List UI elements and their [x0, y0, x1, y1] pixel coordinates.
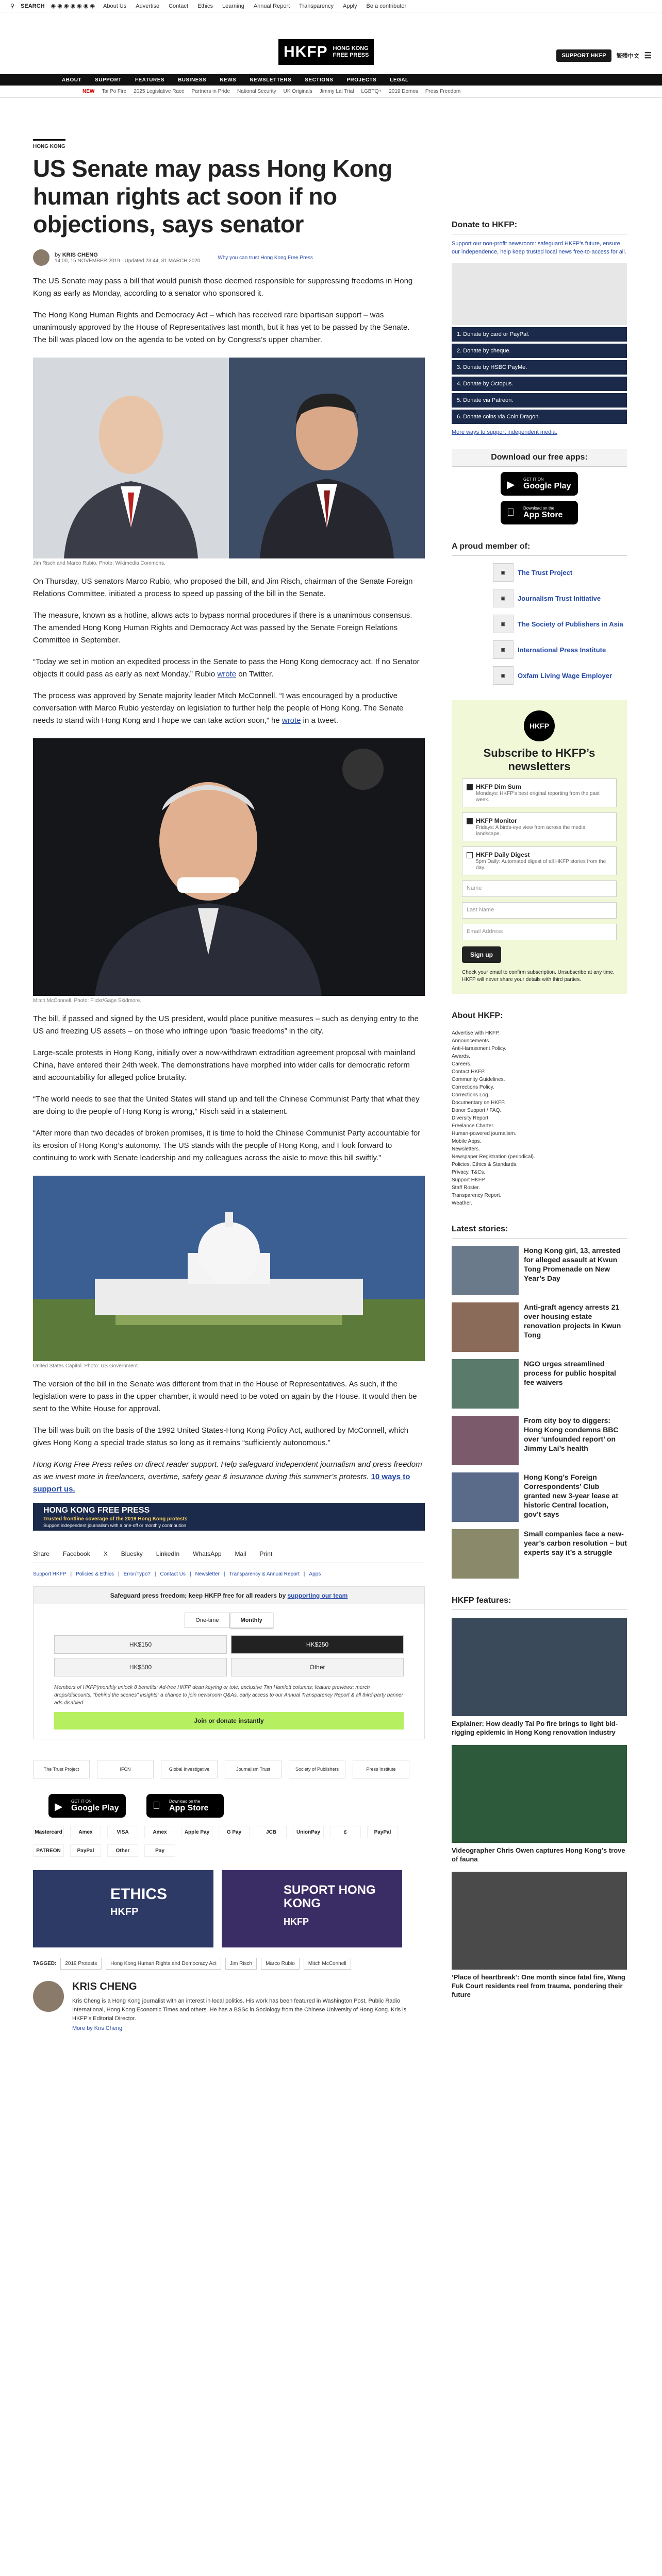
- nav-item[interactable]: LEGAL: [390, 77, 409, 83]
- latest-box: [452, 1221, 627, 1579]
- utility-link[interactable]: Contact: [169, 3, 189, 9]
- social-icons[interactable]: ◉ ◉ ◉ ◉ ◉ ◉ ◉: [51, 3, 95, 9]
- member-box: [452, 538, 627, 685]
- article-title: US Senate may pass Hong Kong human rights act soon if no objections, says senator: [33, 155, 392, 238]
- about-link[interactable]: Newsletters.: [452, 1146, 481, 1152]
- about-link[interactable]: Anti-Harassment Policy.: [452, 1046, 506, 1052]
- payment-logo: VISA: [107, 1826, 138, 1838]
- latest-story[interactable]: [452, 1359, 627, 1409]
- checkbox[interactable]: [467, 852, 473, 858]
- tag-chip[interactable]: Marco Rubio: [261, 1958, 300, 1970]
- inline-link[interactable]: wrote: [217, 670, 237, 679]
- about-link[interactable]: Staff Roster.: [452, 1185, 480, 1191]
- about-link[interactable]: Privacy, T&Cs.: [452, 1170, 486, 1175]
- story-thumbnail[interactable]: [452, 1472, 519, 1522]
- menu-icon[interactable]: ☰: [644, 52, 652, 60]
- about-link[interactable]: Newspaper Registration (periodical).: [452, 1154, 535, 1160]
- story-title[interactable]: NGO urges streamlined process for public hospital fee waivers: [524, 1360, 616, 1386]
- google-play-button[interactable]: ▶ GET IT ON Google Play: [48, 1794, 126, 1818]
- checkbox-checked[interactable]: [467, 818, 473, 824]
- member-name: The Trust Project: [518, 568, 573, 577]
- donation-heading: Safeguard press freedom; keep HKFP free for all readers by supporting our team: [34, 1587, 424, 1604]
- payment-methods: [33, 1826, 425, 1857]
- nav-item[interactable]: ABOUT: [62, 77, 82, 83]
- story-title[interactable]: Hong Kong girl, 13, arrested for alleged assault at Kwun Tong Promenade on New Year’s Day: [524, 1246, 621, 1282]
- nav-item[interactable]: SECTIONS: [305, 77, 334, 83]
- banner-text: Support independent journalism with a one-off or monthly contribution: [43, 1523, 187, 1528]
- membership-badges: [33, 1760, 425, 1778]
- policy-link[interactable]: Support HKFP: [33, 1571, 67, 1577]
- utility-links: [103, 3, 406, 9]
- logo-wordmark: HKFP: [284, 43, 328, 60]
- more-ways-link[interactable]: More ways to support independent media.: [452, 429, 557, 435]
- about-link[interactable]: Awards.: [452, 1054, 470, 1059]
- payment-logo: Other: [107, 1844, 138, 1857]
- trending-item[interactable]: Partners in Pride: [191, 89, 230, 94]
- support-button[interactable]: SUPPORT HKFP: [556, 49, 611, 62]
- photo-risch-rubio: [33, 358, 425, 566]
- separator: |: [189, 1571, 191, 1577]
- trending-item[interactable]: Jimmy Lai Trial: [319, 89, 354, 94]
- main-nav: [0, 74, 662, 86]
- join-button[interactable]: Join or donate instantly: [54, 1712, 404, 1730]
- app-store-button[interactable]: Download on the App Store: [146, 1794, 224, 1818]
- trending-item[interactable]: 2025 Legislative Race: [134, 89, 185, 94]
- donate-heading: Donate to HKFP:: [452, 216, 627, 234]
- amount-option[interactable]: HK$250: [231, 1635, 404, 1654]
- newsletter-option[interactable]: HKFP Dim Sum Mondays: HKFP's best original reporting from the past week.: [462, 778, 617, 807]
- member-badge[interactable]: Press Institute: [353, 1760, 409, 1778]
- paragraph: The US Senate may pass a bill that would punish those deemed responsible for suppressing freedoms in Hong Kong as early as Monday, according to a senator who sponsored it.: [33, 277, 413, 298]
- member-item[interactable]: [452, 589, 627, 607]
- email-field[interactable]: Email Address: [462, 924, 617, 940]
- latest-story[interactable]: [452, 1416, 627, 1465]
- nav-item[interactable]: NEWSLETTERS: [250, 77, 292, 83]
- amount-option[interactable]: Other: [231, 1658, 404, 1676]
- donate-option[interactable]: 4. Donate by Octopus.: [452, 377, 627, 391]
- photo-caption: Mitch McConnell. Photo: Flickr/Gage Skidmore.: [33, 998, 142, 1004]
- separator: |: [223, 1571, 225, 1577]
- features-box: [452, 1592, 627, 1999]
- utility-link[interactable]: Annual Report: [253, 3, 290, 9]
- play-icon: ▶: [507, 479, 515, 490]
- member-item[interactable]: [452, 615, 627, 633]
- senators-illustration: [33, 358, 425, 558]
- donate-image: [452, 263, 627, 325]
- payment-logo: PATREON: [33, 1844, 64, 1857]
- author-box: [33, 1981, 425, 2031]
- newsletter-title: Subscribe to HKFP’s newsletters: [483, 747, 595, 773]
- donate-intro[interactable]: Support our non-profit newsroom: safeguard HKFP's future, ensure our independence, help keep trusted local news free-to-access for all.: [452, 241, 626, 255]
- policy-link[interactable]: Transparency & Annual Report: [229, 1571, 300, 1577]
- support-paragraph: Hong Kong Free Press relies on direct reader support. Help safeguard independent journalism and press freedom as we invest more in freelancers, overtime, safety gear & insurance during this summer’s protests. 10 ways to support us.: [33, 1460, 422, 1494]
- hkfp-badge: HKFP: [524, 710, 555, 741]
- author-avatar[interactable]: [33, 249, 49, 266]
- utility-link[interactable]: Advertise: [136, 3, 160, 9]
- payment-logo: PayPal: [367, 1826, 398, 1838]
- member-item[interactable]: [452, 640, 627, 659]
- story-title[interactable]: Anti-graft agency arrests 21 over housing estate renovation projects in Kwun Tong: [524, 1303, 621, 1339]
- share-label: Share: [33, 1550, 50, 1557]
- banner-title: HONG KONG FREE PRESS: [43, 1506, 150, 1515]
- utility-link[interactable]: Be a contributor: [366, 3, 407, 9]
- member-badge[interactable]: Global Investigative: [161, 1760, 218, 1778]
- trust-link[interactable]: Why you can trust Hong Kong Free Press: [218, 255, 313, 261]
- signup-button[interactable]: Sign up: [462, 946, 501, 963]
- about-link[interactable]: Corrections Log.: [452, 1092, 490, 1098]
- ethics-promo[interactable]: ETHICS HKFP: [33, 1870, 213, 1947]
- photo-capitol: [33, 1176, 425, 1369]
- apple-icon: [153, 1800, 160, 1812]
- last-name-field[interactable]: Last Name: [462, 902, 617, 919]
- story-title[interactable]: From city boy to diggers: Hong Kong condemns BBC over ‘unfounded report’ on Jimmy Lai’s health: [524, 1416, 619, 1452]
- member-badge[interactable]: Society of Publishers: [289, 1760, 345, 1778]
- member-item[interactable]: [452, 563, 627, 582]
- paragraph: The Hong Kong Human Rights and Democracy Act – which has received rare bipartisan support – was unanimously approved by the House of Representatives last month, but it has yet to be passed by the Senate. The bill was placed low on the agenda to be voted on by Congress’s upper chamber.: [33, 311, 410, 344]
- about-link[interactable]: Documentary on HKFP.: [452, 1100, 506, 1106]
- latest-heading: Latest stories:: [452, 1221, 627, 1239]
- about-link[interactable]: Human-powered journalism.: [452, 1131, 517, 1137]
- utility-link[interactable]: Ethics: [197, 3, 213, 9]
- about-link[interactable]: Corrections Policy.: [452, 1084, 494, 1090]
- paragraph: The process was approved by Senate majority leader Mitch McConnell. “I was encouraged by a productive conversation with Marco Rubio yesterday on legislation to further help the people of Hong Kong. The Senate needs to stand with Hong Kong and I hope we can take action soon,” he wrote in a tweet.: [33, 691, 404, 725]
- payment-logo: Mastercard: [33, 1826, 64, 1838]
- latest-list: [452, 1246, 627, 1579]
- payment-logo: G Pay: [219, 1826, 250, 1838]
- paragraph: The bill was built on the basis of the 1992 United States-Hong Kong Policy Act, authored by McConnell, which gives Hong Kong a special trade status so long as it remains “sufficiently autonomous.”: [33, 1426, 408, 1447]
- about-link[interactable]: Contact HKFP.: [452, 1069, 486, 1075]
- features-list: [452, 1618, 627, 1999]
- member-heading: A proud member of:: [452, 538, 627, 556]
- app-buttons-bottom: [33, 1794, 425, 1818]
- author-bio: Kris Cheng is a Hong Kong journalist with an interest in local politics. His work has been featured in Washington Post, Public Radio International, Hong Kong Economic Times and others. He has a BSSc in Sociology from the Chinese University of Hong Kong. Kris is HKFP’s Editorial Director.: [72, 1998, 407, 2022]
- tag-chip[interactable]: Jim Risch: [225, 1958, 257, 1970]
- amount-option[interactable]: HK$150: [54, 1635, 227, 1654]
- feature-image[interactable]: [452, 1872, 627, 1970]
- membership-perks: Members of HKFP(monthly unlock 8 benefits: Ad-free HKFP dean keyring or tote; exclusive Tim Hamlett columns; feature previews; merch drops/discounts, "behind the scenes" insights; a chance to join newsroom Q&As, early access to our Annual Transparency Report & all third-party banner ads disabled.: [54, 1685, 403, 1706]
- story-thumbnail[interactable]: [452, 1359, 519, 1409]
- utility-link[interactable]: Learning: [222, 3, 244, 9]
- member-name: Journalism Trust Initiative: [518, 594, 601, 602]
- sidebar: [452, 216, 627, 1999]
- about-box: [452, 1007, 627, 1207]
- more-by-author-link[interactable]: More by Kris Cheng: [72, 2025, 123, 2031]
- donate-option[interactable]: 1. Donate by card or PayPal.: [452, 327, 627, 342]
- paragraph: “The world needs to see that the United States will stand up and tell the Chinese Communist Party that what they are doing to the people of Hong Kong is wrong,” Risch said in a statement.: [33, 1095, 420, 1116]
- nav-item[interactable]: FEATURES: [135, 77, 165, 83]
- payment-logo: Amex: [144, 1826, 175, 1838]
- paragraph: “After more than two decades of broken promises, it is time to hold the Chinese Communist Party accountable for its erosion of Hong Kong’s autonomy. The US stands with the people of Hong Kong, and I look forward to continuing to work with Senate leadership and my colleagues across the aisle to move this bill swiftly.”: [33, 1129, 421, 1162]
- nav-item[interactable]: SUPPORT: [95, 77, 122, 83]
- utility-link[interactable]: About Us: [103, 3, 127, 9]
- separator: |: [303, 1571, 305, 1577]
- member-badge[interactable]: IFCN: [97, 1760, 154, 1778]
- google-play-button[interactable]: ▶ GET IT ON Google Play: [501, 472, 578, 496]
- newsletter-box: [452, 700, 627, 994]
- checkbox-checked[interactable]: [467, 784, 473, 790]
- share-link[interactable]: LinkedIn: [156, 1550, 180, 1557]
- member-logo-icon: ▣: [493, 615, 514, 633]
- photo-image: [33, 1176, 425, 1361]
- payment-logo: Amex: [70, 1826, 101, 1838]
- policy-link[interactable]: Apps: [309, 1571, 321, 1577]
- payment-logo: PayPal: [70, 1844, 101, 1857]
- features-heading: HKFP features:: [452, 1592, 627, 1610]
- about-link[interactable]: Transparency Report.: [452, 1193, 502, 1198]
- policy-links: [33, 1571, 425, 1577]
- about-link[interactable]: Announcements.: [452, 1038, 491, 1044]
- mcconnell-illustration: [33, 738, 425, 996]
- member-logo-icon: ▣: [493, 640, 514, 659]
- logo-tagline: HONG KONG FREE PRESS: [333, 45, 369, 58]
- utility-bar: [0, 0, 662, 12]
- publish-date: 14:00, 15 NOVEMBER 2019 · Updated 23:44, 31 MARCH 2020: [55, 258, 201, 264]
- utility-link[interactable]: Apply: [343, 3, 357, 9]
- promo-tiles: [33, 1870, 425, 1947]
- feature-title[interactable]: Videographer Chris Owen captures Hong Kong’s trove of fauna: [452, 1846, 625, 1863]
- newsletter-note: Check your email to confirm subscription. Unsubscribe at any time. HKFP will never share your details with third parties.: [462, 970, 615, 982]
- photo-image: [33, 738, 425, 996]
- about-heading: About HKFP:: [452, 1007, 627, 1025]
- paragraph: On Thursday, US senators Marco Rubio, who proposed the bill, and Jim Risch, chairman of the Senate Foreign Relations Committee, initiated a process to speed up passing of the bill in the Senate.: [33, 577, 413, 598]
- policy-link[interactable]: Contact Us: [160, 1571, 186, 1577]
- header-actions: [556, 49, 652, 62]
- member-list: [452, 563, 627, 685]
- inline-link[interactable]: wrote: [282, 716, 301, 725]
- feature-title[interactable]: ‘Place of heartbreak’: One month since fatal fire, Wang Fuk Court residents reel from trauma, pondering their future: [452, 1973, 625, 1998]
- share-row: [33, 1550, 425, 1563]
- apple-icon: [507, 507, 515, 519]
- trending-item[interactable]: Press Freedom: [425, 89, 461, 94]
- about-link[interactable]: Community Guidelines.: [452, 1077, 505, 1082]
- trending-bar: [0, 86, 662, 98]
- payment-logo: UnionPay: [293, 1826, 324, 1838]
- by-label: by: [55, 251, 61, 258]
- share-link[interactable]: WhatsApp: [193, 1550, 222, 1557]
- monthly-tab[interactable]: Monthly: [230, 1613, 273, 1628]
- tag-chip[interactable]: 2019 Protests: [60, 1958, 102, 1970]
- tagged-label: TAGGED:: [33, 1961, 57, 1967]
- story-thumbnail[interactable]: [452, 1302, 519, 1352]
- payment-logo: JCB: [256, 1826, 287, 1838]
- separator: |: [70, 1571, 72, 1577]
- utility-link[interactable]: Transparency: [299, 3, 334, 9]
- site-header: [0, 12, 662, 74]
- apps-box: [452, 449, 627, 524]
- nav-item[interactable]: BUSINESS: [178, 77, 207, 83]
- amount-option[interactable]: HK$500: [54, 1658, 227, 1676]
- nav-item[interactable]: PROJECTS: [346, 77, 377, 83]
- member-logo-icon: ▣: [493, 563, 514, 582]
- support-banner[interactable]: [33, 1503, 425, 1531]
- about-link[interactable]: Freelance Charter.: [452, 1123, 494, 1129]
- support-team-link[interactable]: supporting our team: [287, 1592, 348, 1599]
- feature-image[interactable]: [452, 1618, 627, 1716]
- byline: [33, 249, 425, 266]
- about-link[interactable]: Advertise with HKFP.: [452, 1030, 500, 1036]
- utility-left: [10, 3, 95, 9]
- share-link[interactable]: Bluesky: [121, 1550, 143, 1557]
- about-link[interactable]: Policies, Ethics & Standards.: [452, 1162, 518, 1167]
- search-icon[interactable]: ⚲: [10, 3, 15, 9]
- member-name: Oxfam Living Wage Employer: [518, 671, 613, 680]
- story-title[interactable]: Hong Kong’s Foreign Correspondents’ Club granted new 3-year lease at historic Central location, gov’t says: [524, 1473, 618, 1518]
- paragraph: The measure, known as a hotline, allows acts to bypass normal procedures if there is a unanimous consensus. The amended Hong Kong Human Rights and Democracy Act was passed by the Senate Foreign Relations Committee in September.: [33, 611, 412, 645]
- payment-logo: £: [330, 1826, 361, 1838]
- app-store-button[interactable]: Download on the App Store: [501, 501, 578, 524]
- paragraph: Large-scale protests in Hong Kong, initially over a now-withdrawn extradition agreement proposal with mainland China, have entered their 24th week. The demonstrations have morphed into wider calls for democratic reform and accountability for alleged police brutality.: [33, 1048, 416, 1082]
- search-label[interactable]: SEARCH: [21, 3, 45, 9]
- photo-mcconnell: [33, 738, 425, 1004]
- separator: |: [118, 1571, 120, 1577]
- share-link[interactable]: X: [103, 1550, 108, 1557]
- nav-item[interactable]: NEWS: [220, 77, 237, 83]
- policy-link[interactable]: Newsletter: [195, 1571, 220, 1577]
- amount-options: [54, 1635, 404, 1676]
- author-photo[interactable]: [33, 1981, 64, 2012]
- tag-list: [33, 1958, 425, 1970]
- member-badge[interactable]: The Trust Project: [33, 1760, 90, 1778]
- banner-subtitle: Trusted frontline coverage of the 2019 Hong Kong protests: [43, 1516, 188, 1522]
- paragraph: The bill, if passed and signed by the US president, would place punitive measures – such as denying entry to the US and freezing US assets – on those who infringe upon “basic freedoms” in the city.: [33, 1014, 419, 1036]
- newsletter-option[interactable]: HKFP Daily Digest 5pm Daily: Automated digest of all HKFP stories from the day.: [462, 846, 617, 875]
- paragraph: The version of the bill in the Senate was different from that in the House of Representatives. As such, if the legislation were to pass in the upper chamber, it would need to be voted on again by the House. It would then be sent to the White House for approval.: [33, 1380, 417, 1413]
- trending-label: NEW: [82, 89, 95, 94]
- about-list: [452, 1029, 627, 1207]
- site-logo[interactable]: [278, 39, 374, 65]
- feature-story[interactable]: [452, 1618, 627, 1737]
- policy-link[interactable]: Error/Typo?: [123, 1571, 151, 1577]
- newsletter-option[interactable]: HKFP Monitor Fridays: A birds-eye view from across the media landscape.: [462, 812, 617, 841]
- author-name[interactable]: KRIS CHENG: [62, 251, 98, 258]
- feature-story[interactable]: [452, 1745, 627, 1863]
- story-title[interactable]: Small companies face a new-year’s carbon resolution – but experts say it’s a struggle: [524, 1530, 627, 1556]
- story-thumbnail[interactable]: [452, 1416, 519, 1465]
- trending-item[interactable]: UK Originals: [283, 89, 312, 94]
- member-name: International Press Institute: [518, 646, 606, 654]
- capitol-illustration: [33, 1176, 425, 1361]
- paragraph: “Today we set in motion an expedited process in the Senate to pass the Hong Kong democracy act. If no Senator objects it could pass as early as next Monday,” Rubio wrote on Twitter.: [33, 657, 420, 679]
- feature-story[interactable]: [452, 1872, 627, 1999]
- frequency-toggle: [34, 1613, 424, 1628]
- feature-title[interactable]: Explainer: How deadly Tai Po fire brings to light bid-rigging epidemic in Hong Kong renovation industry: [452, 1720, 618, 1736]
- donate-options: [452, 327, 627, 424]
- about-link[interactable]: Diversity Report.: [452, 1115, 490, 1121]
- member-item[interactable]: [452, 666, 627, 685]
- share-link[interactable]: Facebook: [63, 1550, 90, 1557]
- share-link[interactable]: Mail: [235, 1550, 246, 1557]
- trending-item[interactable]: LGBTQ+: [361, 89, 382, 94]
- donate-option[interactable]: 6. Donate coins via Coin Dragon.: [452, 410, 627, 424]
- latest-story[interactable]: [452, 1302, 627, 1352]
- donate-option[interactable]: 2. Donate by cheque.: [452, 344, 627, 358]
- name-field[interactable]: Name: [462, 880, 617, 897]
- payment-logo: Apple Pay: [181, 1826, 212, 1838]
- story-thumbnail[interactable]: [452, 1246, 519, 1295]
- story-thumbnail[interactable]: [452, 1529, 519, 1579]
- donate-option[interactable]: 3. Donate by HSBC PayMe.: [452, 360, 627, 375]
- member-logo-icon: ▣: [493, 666, 514, 685]
- photo-caption: Jim Risch and Marco Rubio. Photo: Wikimedia Commons.: [33, 561, 166, 566]
- play-icon: ▶: [55, 1801, 63, 1812]
- language-link[interactable]: 繁體中文: [616, 53, 639, 59]
- tag-chip[interactable]: Mitch McConnell: [304, 1958, 351, 1970]
- about-link[interactable]: Weather.: [452, 1200, 472, 1206]
- separator: |: [154, 1571, 156, 1577]
- about-link[interactable]: Careers.: [452, 1061, 472, 1067]
- article: [33, 139, 425, 2031]
- latest-story[interactable]: [452, 1472, 627, 1522]
- section-tag[interactable]: HONG KONG: [33, 139, 65, 149]
- about-link[interactable]: Support HKFP.: [452, 1177, 486, 1183]
- donate-option[interactable]: 5. Donate via Patreon.: [452, 393, 627, 408]
- trending-item[interactable]: Tai Po Fire: [102, 89, 127, 94]
- photo-caption: United States Capitol. Photo: US Government.: [33, 1363, 139, 1369]
- support-promo[interactable]: SUPORT HONG KONG HKFP: [222, 1870, 402, 1947]
- apps-heading: Download our free apps:: [452, 449, 627, 467]
- latest-story[interactable]: [452, 1529, 627, 1579]
- member-logo-icon: ▣: [493, 589, 514, 607]
- trending-item[interactable]: National Security: [237, 89, 276, 94]
- payment-logo: Pay: [144, 1844, 175, 1857]
- about-link[interactable]: Mobile Apps.: [452, 1139, 482, 1144]
- latest-story[interactable]: [452, 1246, 627, 1295]
- support-link[interactable]: 10 ways to support us.: [33, 1472, 410, 1494]
- donation-widget: [33, 1586, 425, 1739]
- trending-item[interactable]: 2019 Demos: [389, 89, 418, 94]
- photo-image: [33, 358, 425, 558]
- share-link[interactable]: Print: [259, 1550, 273, 1557]
- member-badge[interactable]: Journalism Trust: [225, 1760, 282, 1778]
- one-time-tab[interactable]: One-time: [185, 1613, 229, 1628]
- policy-link[interactable]: Policies & Ethics: [76, 1571, 114, 1577]
- member-name: The Society of Publishers in Asia: [518, 620, 623, 628]
- feature-image[interactable]: [452, 1745, 627, 1843]
- author-box-name[interactable]: KRIS CHENG: [72, 1981, 137, 1992]
- about-link[interactable]: Donor Support / FAQ.: [452, 1108, 502, 1113]
- tag-chip[interactable]: Hong Kong Human Rights and Democracy Act: [106, 1958, 221, 1970]
